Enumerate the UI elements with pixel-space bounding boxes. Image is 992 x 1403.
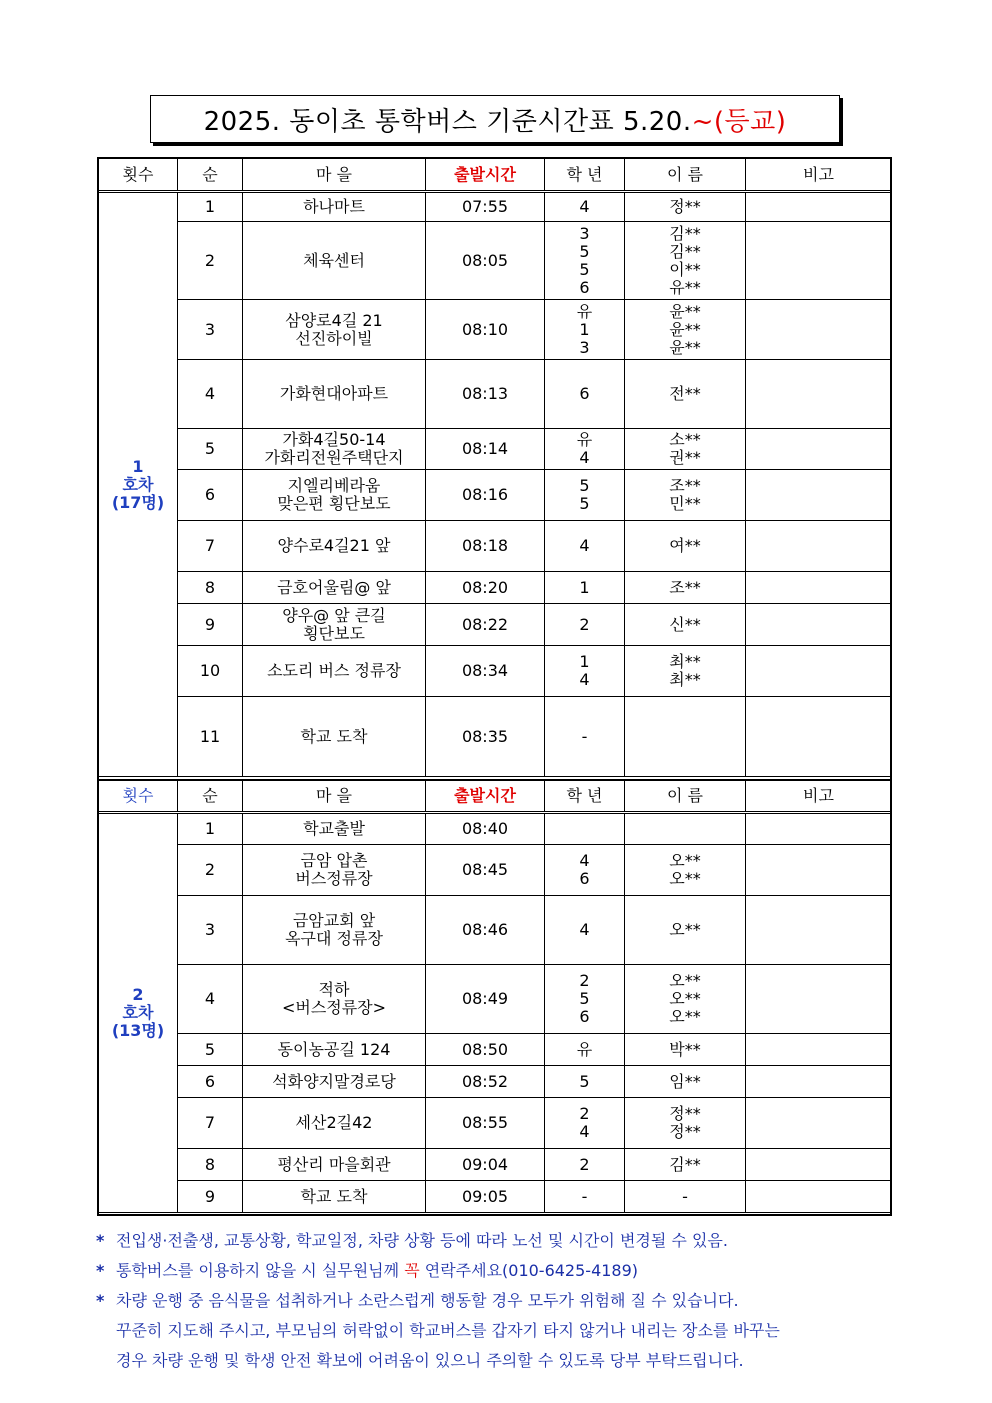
cell-name: 신** [625,604,746,646]
table-row [99,429,892,470]
note-3-line-1: 차량 운행 중 음식물을 섭취하거나 소란스럽게 행동할 경우 모두가 위험해 질 수 있습니다. [116,1291,739,1310]
note-bullet: * [96,1261,105,1280]
table-row [99,813,892,845]
header-note: 비고 [746,159,892,192]
table-row [99,1098,892,1149]
cell-grade: 유 4 [545,429,625,470]
cell-village: 가화4길50-14 가화리전원주택단지 [243,429,426,470]
table-row [99,604,892,646]
cell-village: 가화현대아파트 [243,360,426,429]
cell-time: 08:35 [426,697,545,777]
cell-village: 양수로4길21 앞 [243,521,426,572]
cell-seq: 11 [178,697,243,777]
cell-time: 08:49 [426,965,545,1034]
cell-village: 금호어울림@ 앞 [243,572,426,604]
header-grade: 학 년 [545,780,625,813]
cell-grade: 3 5 5 6 [545,222,625,300]
cell-note [746,1066,892,1098]
cell-seq: 4 [178,965,243,1034]
cell-grade: 4 [545,896,625,965]
cell-time: 08:13 [426,360,545,429]
note-bullet: * [96,1231,105,1250]
bus1-schedule-table [98,158,892,777]
cell-grade: 유 [545,1034,625,1066]
cell-seq: 8 [178,572,243,604]
cell-name: 정** 정** [625,1098,746,1149]
header-departure: 출발시간 [426,159,545,192]
cell-name: - [625,1181,746,1213]
header-name: 이 름 [625,159,746,192]
cell-seq: 6 [178,1066,243,1098]
header-round: 횟수 [99,780,178,813]
bus1-header-row [99,159,892,192]
notes-section [96,1226,926,1376]
cell-note [746,300,892,360]
cell-note [746,965,892,1034]
cell-village: 평산리 마을회관 [243,1149,426,1181]
cell-name: 김** 김** 이** 유** [625,222,746,300]
title-suffix: ~(등교) [691,106,787,137]
cell-name: 박** [625,1034,746,1066]
cell-name [625,813,746,845]
cell-grade: 4 6 [545,845,625,896]
cell-seq: 8 [178,1149,243,1181]
cell-note [746,572,892,604]
cell-note [746,1034,892,1066]
cell-note [746,697,892,777]
cell-time: 08:22 [426,604,545,646]
note-1 [96,1226,926,1256]
cell-name: 오** 오** [625,845,746,896]
cell-name: 여** [625,521,746,572]
cell-note [746,1098,892,1149]
cell-name [625,697,746,777]
cell-grade: 4 [545,192,625,222]
cell-seq: 10 [178,646,243,697]
note-2-emphasis: 꼭 [404,1261,420,1280]
cell-village: 하나마트 [243,192,426,222]
cell-note [746,646,892,697]
cell-time: 08:50 [426,1034,545,1066]
cell-seq: 7 [178,521,243,572]
cell-village: 학교 도착 [243,697,426,777]
note-2-text-b: 연락주세요(010-6425-4189) [419,1261,639,1280]
cell-note [746,813,892,845]
cell-grade: 5 [545,1066,625,1098]
cell-village: 석화양지말경로당 [243,1066,426,1098]
table-row [99,1066,892,1098]
cell-name: 임** [625,1066,746,1098]
cell-time: 08:55 [426,1098,545,1149]
table-row [99,572,892,604]
header-round: 횟수 [99,159,178,192]
header-village: 마 을 [243,780,426,813]
cell-note [746,896,892,965]
cell-village: 체육센터 [243,222,426,300]
cell-village: 동이농공길 124 [243,1034,426,1066]
cell-grade: - [545,1181,625,1213]
note-bullet: * [96,1291,105,1310]
table-row [99,360,892,429]
cell-grade: 6 [545,360,625,429]
cell-note [746,845,892,896]
header-grade: 학 년 [545,159,625,192]
table-row [99,222,892,300]
cell-seq: 4 [178,360,243,429]
cell-note [746,470,892,521]
note-3-line-3: 경우 차량 운행 및 학생 안전 확보에 어려움이 있으니 주의할 수 있도록 당부 부탁드립니다. [116,1351,744,1370]
table-row [99,1034,892,1066]
cell-note [746,360,892,429]
cell-seq: 1 [178,813,243,845]
bus2-header-row [99,780,892,813]
cell-grade: 5 5 [545,470,625,521]
cell-time: 07:55 [426,192,545,222]
table-row [99,192,892,222]
header-note: 비고 [746,780,892,813]
table-row [99,470,892,521]
cell-time: 08:34 [426,646,545,697]
note-3 [96,1286,926,1376]
note-1-text: 전입생·전출생, 교통상황, 학교일정, 차량 상황 등에 따라 노선 및 시간이 변경될 수 있음. [116,1231,728,1250]
cell-village: 금암교회 앞 옥구대 정류장 [243,896,426,965]
bus2-schedule-table [98,779,892,1213]
cell-time: 08:18 [426,521,545,572]
cell-time: 08:20 [426,572,545,604]
cell-name: 전** [625,360,746,429]
cell-grade: 4 [545,521,625,572]
table-row [99,1149,892,1181]
cell-name: 김** [625,1149,746,1181]
cell-village: 금암 압촌 버스정류장 [243,845,426,896]
cell-village: 소도리 버스 정류장 [243,646,426,697]
cell-time: 09:04 [426,1149,545,1181]
cell-seq: 5 [178,429,243,470]
cell-village: 양우@ 앞 큰길 횡단보도 [243,604,426,646]
cell-time: 09:05 [426,1181,545,1213]
cell-grade [545,813,625,845]
cell-time: 08:14 [426,429,545,470]
table-row [99,300,892,360]
cell-name: 조** 민** [625,470,746,521]
cell-seq: 1 [178,192,243,222]
cell-village: 적하 <버스정류장> [243,965,426,1034]
cell-time: 08:10 [426,300,545,360]
cell-time: 08:46 [426,896,545,965]
cell-name: 오** [625,896,746,965]
cell-name: 소** 권** [625,429,746,470]
note-2 [96,1256,926,1286]
cell-note [746,1181,892,1213]
cell-note [746,429,892,470]
cell-village: 학교출발 [243,813,426,845]
cell-village: 삼양로4길 21 선진하이빌 [243,300,426,360]
table-row [99,697,892,777]
cell-name: 정** [625,192,746,222]
table-row [99,646,892,697]
cell-name: 조** [625,572,746,604]
cell-note [746,222,892,300]
table-row [99,845,892,896]
cell-note [746,521,892,572]
cell-name: 윤** 윤** 윤** [625,300,746,360]
cell-grade: 2 5 6 [545,965,625,1034]
note-3-line-2: 꾸준히 지도해 주시고, 부모님의 허락없이 학교버스를 갑자기 타지 않거나 내리는 장소를 바꾸는 [116,1321,780,1340]
cell-time: 08:40 [426,813,545,845]
cell-grade: 2 4 [545,1098,625,1149]
page-title [150,95,840,143]
cell-seq: 2 [178,845,243,896]
header-name: 이 름 [625,780,746,813]
cell-seq: 2 [178,222,243,300]
cell-seq: 6 [178,470,243,521]
title-main: 2025. 동이초 통학버스 기준시간표 5.20. [203,106,692,137]
cell-grade: 1 [545,572,625,604]
cell-grade: 2 [545,1149,625,1181]
cell-time: 08:52 [426,1066,545,1098]
cell-grade: 2 [545,604,625,646]
cell-grade: - [545,697,625,777]
cell-grade: 유 1 3 [545,300,625,360]
header-seq: 순 [178,159,243,192]
cell-seq: 9 [178,1181,243,1213]
cell-seq: 5 [178,1034,243,1066]
cell-seq: 7 [178,1098,243,1149]
cell-note [746,604,892,646]
cell-time: 08:16 [426,470,545,521]
cell-seq: 3 [178,300,243,360]
header-village: 마 을 [243,159,426,192]
table-row [99,521,892,572]
cell-time: 08:45 [426,845,545,896]
bus1-group-label: 1 호차 (17명) [99,192,178,777]
cell-village: 세산2길42 [243,1098,426,1149]
note-2-text-a: 통학버스를 이용하지 않을 시 실무원님께 [116,1261,405,1280]
cell-note [746,1149,892,1181]
cell-time: 08:05 [426,222,545,300]
table-row [99,896,892,965]
cell-seq: 9 [178,604,243,646]
cell-name: 오** 오** 오** [625,965,746,1034]
table-row [99,965,892,1034]
bus2-group-label: 2 호차 (13명) [99,813,178,1213]
cell-village: 학교 도착 [243,1181,426,1213]
cell-note [746,192,892,222]
table-row [99,1181,892,1213]
header-seq: 순 [178,780,243,813]
cell-grade: 1 4 [545,646,625,697]
header-departure: 출발시간 [426,780,545,813]
cell-name: 최** 최** [625,646,746,697]
cell-village: 지엘리베라움 맞은편 횡단보도 [243,470,426,521]
cell-seq: 3 [178,896,243,965]
